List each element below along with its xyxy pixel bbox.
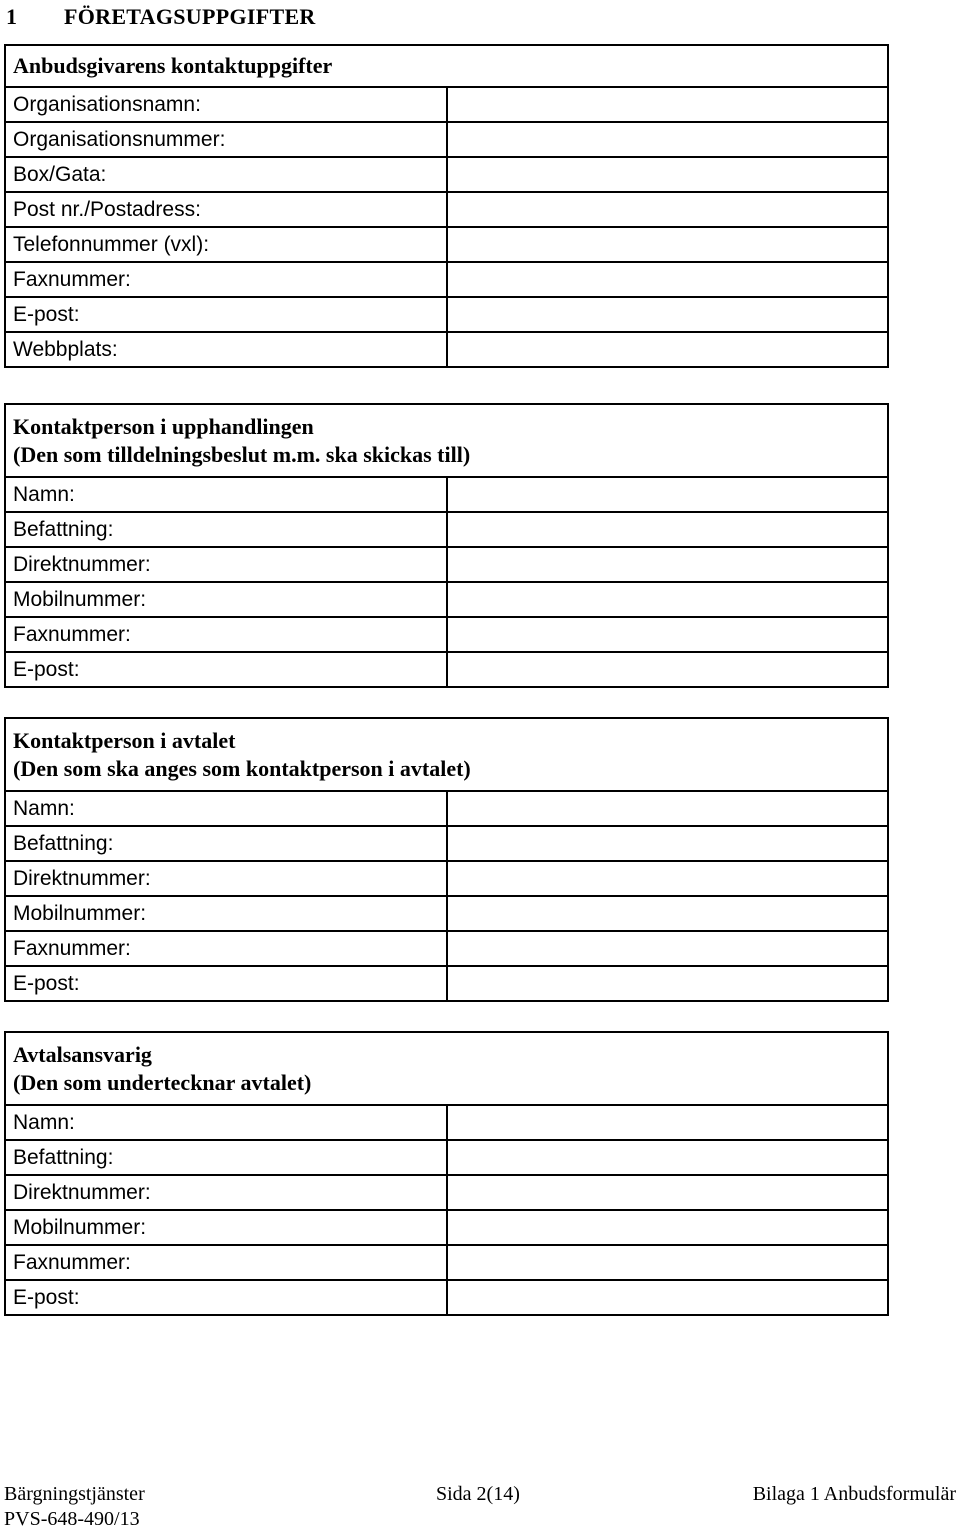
mobile-number-input[interactable] [447,582,889,617]
position-input[interactable] [447,1140,889,1175]
form-row [5,122,888,157]
form-row [5,477,888,512]
form-row [5,227,888,262]
fax-input[interactable] [447,262,889,297]
mobile-number-input[interactable] [447,896,889,931]
field-label: Organisationsnamn: [5,87,447,122]
form-row [5,617,888,652]
field-label: Webbplats: [5,332,447,367]
form-row [5,262,888,297]
block-title: Kontaktperson i avtalet [5,718,888,756]
field-label: Mobilnummer: [5,1210,447,1245]
form-row [5,1140,888,1175]
form-row [5,1210,888,1245]
field-label: Namn: [5,791,447,826]
mobile-number-input[interactable] [447,1210,889,1245]
name-input[interactable] [447,1105,889,1140]
form-row [5,1105,888,1140]
field-label: Direktnummer: [5,1175,447,1210]
form-row [5,1175,888,1210]
form-row [5,332,888,367]
email-input[interactable] [447,297,889,332]
position-input[interactable] [447,826,889,861]
form-row [5,931,888,966]
field-label: Box/Gata: [5,157,447,192]
position-input[interactable] [447,512,889,547]
field-label: Befattning: [5,1140,447,1175]
form-row [5,582,888,617]
block-subtitle: (Den som tilldelningsbeslut m.m. ska skickas till) [5,442,888,477]
fax-input[interactable] [447,617,889,652]
field-label: Faxnummer: [5,262,447,297]
footer-reference: PVS-648-490/13 [4,1508,140,1530]
block-subtitle: (Den som ska anges som kontaktperson i avtalet) [5,756,888,791]
field-label: Mobilnummer: [5,896,447,931]
field-label: E-post: [5,297,447,332]
signatory-table [4,1031,889,1316]
block-title: Avtalsansvarig [5,1032,888,1070]
form-row [5,192,888,227]
form-row [5,547,888,582]
field-label: E-post: [5,652,447,687]
field-label: Befattning: [5,826,447,861]
fax-input[interactable] [447,931,889,966]
section-title: FÖRETAGSUPPGIFTER [64,4,316,29]
form-row [5,87,888,122]
name-input[interactable] [447,791,889,826]
field-label: Faxnummer: [5,617,447,652]
field-label: Direktnummer: [5,547,447,582]
direct-number-input[interactable] [447,861,889,896]
form-row [5,826,888,861]
footer-attachment: Bilaga 1 Anbudsformulär [752,1483,956,1505]
block-title: Anbudsgivarens kontaktuppgifter [5,45,888,87]
footer-page-number: Sida 2(14) [436,1483,520,1505]
field-label: Namn: [5,1105,447,1140]
block-title: Kontaktperson i upphandlingen [5,404,888,442]
procurement-contact-table [4,403,889,688]
form-row [5,1280,888,1315]
organisation-number-input[interactable] [447,122,889,157]
field-label: Befattning: [5,512,447,547]
field-label: Faxnummer: [5,931,447,966]
phone-input[interactable] [447,227,889,262]
email-input[interactable] [447,966,889,1001]
website-input[interactable] [447,332,889,367]
field-label: Mobilnummer: [5,582,447,617]
form-row [5,652,888,687]
direct-number-input[interactable] [447,1175,889,1210]
form-row [5,1245,888,1280]
email-input[interactable] [447,652,889,687]
form-row [5,791,888,826]
field-label: E-post: [5,966,447,1001]
postal-address-input[interactable] [447,192,889,227]
field-label: Telefonnummer (vxl): [5,227,447,262]
form-row [5,966,888,1001]
form-row [5,297,888,332]
form-row [5,157,888,192]
form-row [5,896,888,931]
email-input[interactable] [447,1280,889,1315]
field-label: Direktnummer: [5,861,447,896]
name-input[interactable] [447,477,889,512]
box-street-input[interactable] [447,157,889,192]
field-label: Faxnummer: [5,1245,447,1280]
section-number: 1 [6,4,18,29]
section-heading [6,4,316,30]
field-label: Namn: [5,477,447,512]
organisation-name-input[interactable] [447,87,889,122]
form-row [5,861,888,896]
field-label: Post nr./Postadress: [5,192,447,227]
block-subtitle: (Den som undertecknar avtalet) [5,1070,888,1105]
company-contact-table [4,44,889,368]
agreement-contact-table [4,717,889,1002]
direct-number-input[interactable] [447,547,889,582]
form-row [5,512,888,547]
field-label: Organisationsnummer: [5,122,447,157]
field-label: E-post: [5,1280,447,1315]
fax-input[interactable] [447,1245,889,1280]
footer-document-name: Bärgningstjänster [4,1483,145,1505]
